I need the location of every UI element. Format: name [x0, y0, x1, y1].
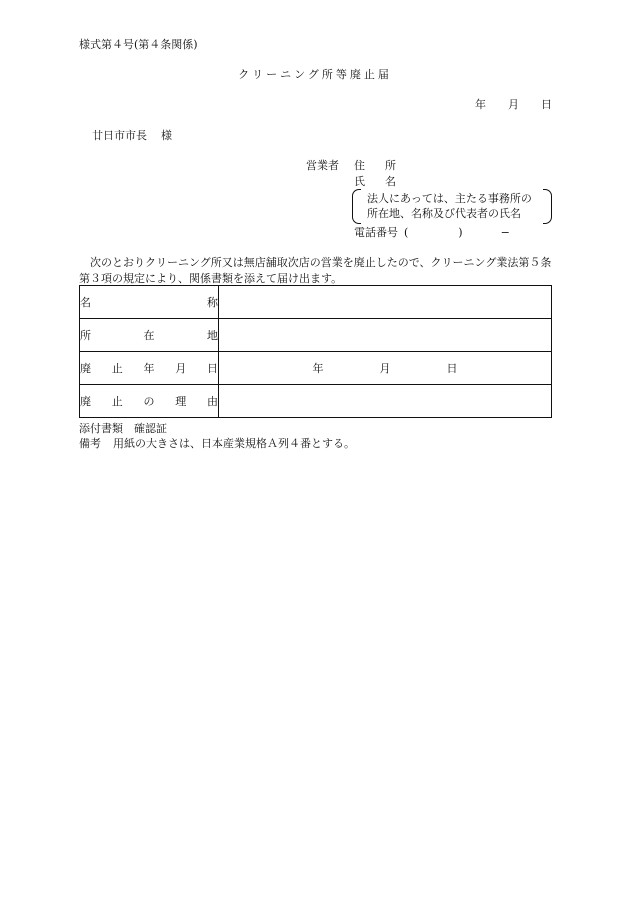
label-char: 月 [175, 362, 187, 375]
form-title: クリーニング所等廃止届 [238, 68, 392, 81]
closure-month-label: 月 [379, 362, 391, 375]
remarks-text: 用紙の大きさは、日本産業規格Ａ列４番とする。 [113, 437, 355, 450]
label-char: 由 [207, 395, 218, 408]
label-char: 年 [143, 362, 155, 375]
left-bracket [352, 189, 361, 224]
date-year-label: 年 [475, 98, 486, 111]
label-char: 日 [207, 362, 218, 375]
operator-name-row [354, 175, 396, 189]
label-char: 名 [80, 296, 91, 309]
form-number: 様式第４号(第４条関係) [79, 38, 198, 51]
label-char: 止 [111, 362, 123, 375]
address-label-1: 住 [354, 159, 365, 172]
date-day-label: 日 [541, 98, 552, 111]
label-char: 廃 [80, 395, 91, 408]
phone-open-paren: ( [404, 226, 409, 239]
facility-table [79, 285, 552, 418]
label-char: の [143, 395, 155, 408]
declaration-text: 次のとおりクリーニング所又は無店舗取次店の営業を廃止したので、クリーニング業法第５条第３項の規定により、関係書類を添えて届け出ます。 [79, 256, 552, 285]
label-char: 地 [207, 329, 218, 342]
label-char: 理 [175, 395, 187, 408]
table-row [80, 385, 552, 418]
closure-day-label: 日 [446, 362, 458, 375]
phone-label: 電話番号 [354, 226, 398, 239]
row-label-name [80, 286, 219, 319]
addressee-honorific: 様 [161, 129, 172, 142]
table-row [80, 352, 552, 385]
attachment-note: 添付書類 確認証 [79, 422, 167, 435]
name-label-2: 名 [385, 175, 396, 188]
phone-row [354, 226, 510, 240]
label-char: 廃 [80, 362, 91, 375]
name-input-cell[interactable] [219, 286, 552, 319]
date-month-label: 月 [508, 98, 519, 111]
addressee-name: 廿日市市長 [92, 129, 147, 142]
reason-input-cell[interactable] [219, 385, 552, 418]
submission-date [453, 98, 552, 112]
row-label-reason [80, 385, 219, 418]
right-bracket [543, 189, 552, 224]
label-char: 止 [111, 395, 123, 408]
corporate-note-line1: 法人にあっては、主たる事務所の [367, 192, 532, 205]
corporate-note-line2: 所在地、名称及び代表者の氏名 [367, 207, 521, 220]
address-label-2: 所 [385, 159, 396, 172]
operator-address-row [306, 159, 396, 173]
row-label-closure-date [80, 352, 219, 385]
closure-date-input-cell[interactable] [219, 352, 552, 385]
operator-label: 営業者 [306, 159, 339, 172]
remarks-label: 備考 [79, 437, 101, 450]
label-char: 所 [80, 329, 91, 342]
addressee [92, 129, 172, 143]
phone-dash: − [500, 226, 510, 239]
label-char: 在 [143, 329, 155, 342]
closure-year-label: 年 [312, 362, 324, 375]
table-row [80, 319, 552, 352]
row-label-location [80, 319, 219, 352]
label-char: 称 [207, 296, 218, 309]
location-input-cell[interactable] [219, 319, 552, 352]
corporate-note [352, 189, 552, 223]
phone-close-paren: ) [458, 226, 463, 239]
table-row [80, 286, 552, 319]
remarks [79, 437, 355, 451]
name-label-1: 氏 [354, 175, 365, 188]
